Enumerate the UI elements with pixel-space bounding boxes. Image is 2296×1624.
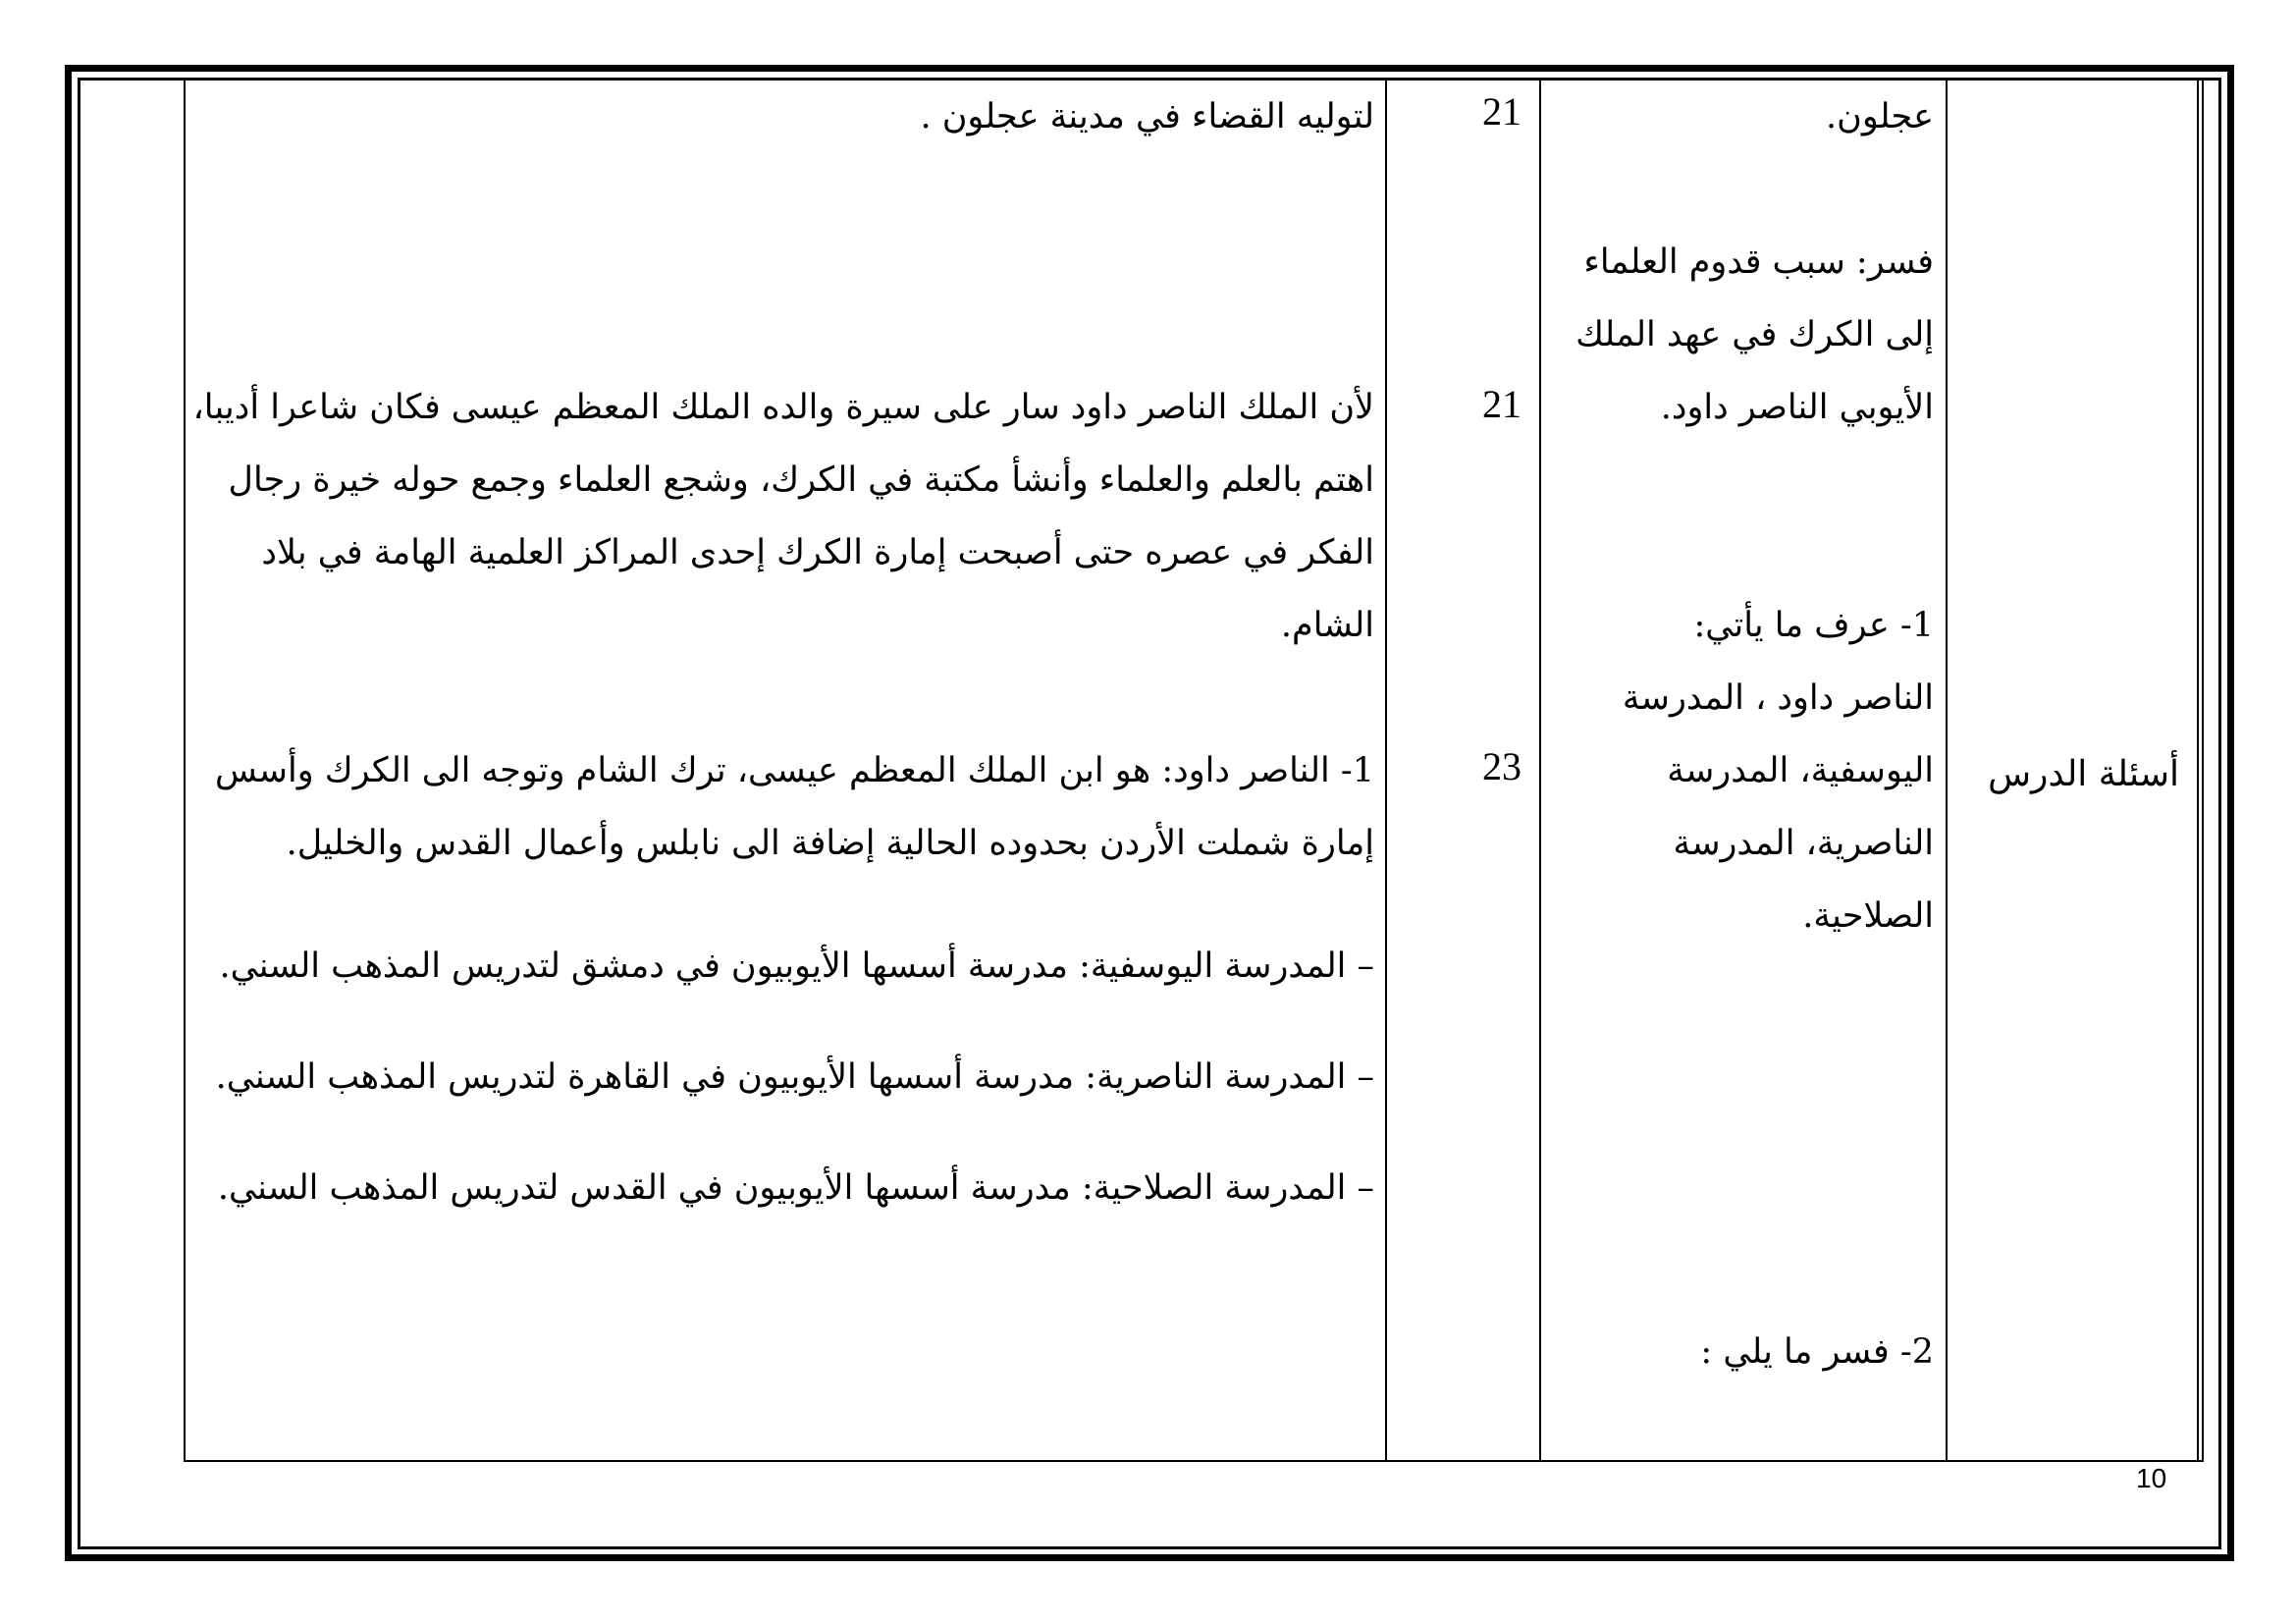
page-ref: 23 (1482, 744, 1522, 788)
answer-line: إمارة شملت الأردن بحدوده الحالية إضافة الى نابلس وأعمال القدس والخليل. (286, 824, 1374, 863)
table-divider-section (2197, 78, 2199, 1462)
answer-line: لأن الملك الناصر داود سار على سيرة والده الملك المعظم عيسى فكان شاعرا أديبا، (192, 388, 1374, 427)
definition-2 (215, 1041, 1374, 1113)
question-cell-3 (1566, 589, 1934, 952)
table-divider-answer (1385, 78, 1387, 1462)
page-number: 10 (2136, 1463, 2167, 1493)
question-cell-2 (1566, 226, 1934, 444)
question-line: الأيوبي الناصر داود. (1660, 388, 1934, 427)
question-line: فسر: سبب قدوم العلماء (1583, 243, 1934, 282)
question-line: إلى الكرك في عهد الملك (1575, 315, 1934, 354)
definition-3 (217, 1152, 1374, 1224)
answer-cell-1 (226, 81, 1374, 153)
page-ref: 21 (1482, 89, 1522, 134)
section-label: أسئلة الدرس (1988, 754, 2179, 794)
answer-line: الشام. (1280, 606, 1374, 645)
table-divider-question (1946, 78, 1948, 1462)
question-line: الناصر داود ، المدرسة (1622, 678, 1934, 718)
definition-line: – المدرسة الناصرية: مدرسة أسسها الأيوبيون في القاهرة لتدريس المذهب السني. (215, 1057, 1374, 1097)
question-line: عجلون. (1826, 97, 1934, 136)
question-cell-4 (1566, 1316, 1934, 1388)
question-line: الناصرية، المدرسة (1673, 824, 1934, 863)
definition-line: – المدرسة الصلاحية: مدرسة أسسها الأيوبيون في القدس لتدريس المذهب السني. (217, 1168, 1374, 1208)
question-line: 2- فسر ما يلي : (1700, 1332, 1934, 1372)
answer-line: اهتم بالعلم والعلماء وأنشأ مكتبة في الكرك، وشجع العلماء وجمع حوله خيرة رجال (228, 460, 1374, 500)
definition-1 (219, 930, 1374, 1002)
question-line: اليوسفية، المدرسة (1667, 751, 1934, 790)
answer-line: الفكر في عصره حتى أصبحت إمارة الكرك إحدى المراكز العلمية الهامة في بلاد (261, 533, 1374, 572)
definition-line: – المدرسة اليوسفية: مدرسة أسسها الأيوبيون في دمشق لتدريس المذهب السني. (219, 947, 1374, 986)
answer-line: لتوليه القضاء في مدينة عجلون . (920, 97, 1374, 136)
answer-cell-3 (215, 734, 1374, 880)
question-cell-1 (1566, 81, 1934, 153)
question-line: الصلاحية. (1802, 896, 1934, 936)
question-line: 1- عرف ما يأتي: (1693, 606, 1934, 645)
answer-line: 1- الناصر داود: هو ابن الملك المعظم عيسى، ترك الشام وتوجه الى الكرك وأسس (215, 751, 1374, 790)
page-ref: 21 (1482, 382, 1522, 426)
answer-cell-2 (192, 371, 1374, 662)
